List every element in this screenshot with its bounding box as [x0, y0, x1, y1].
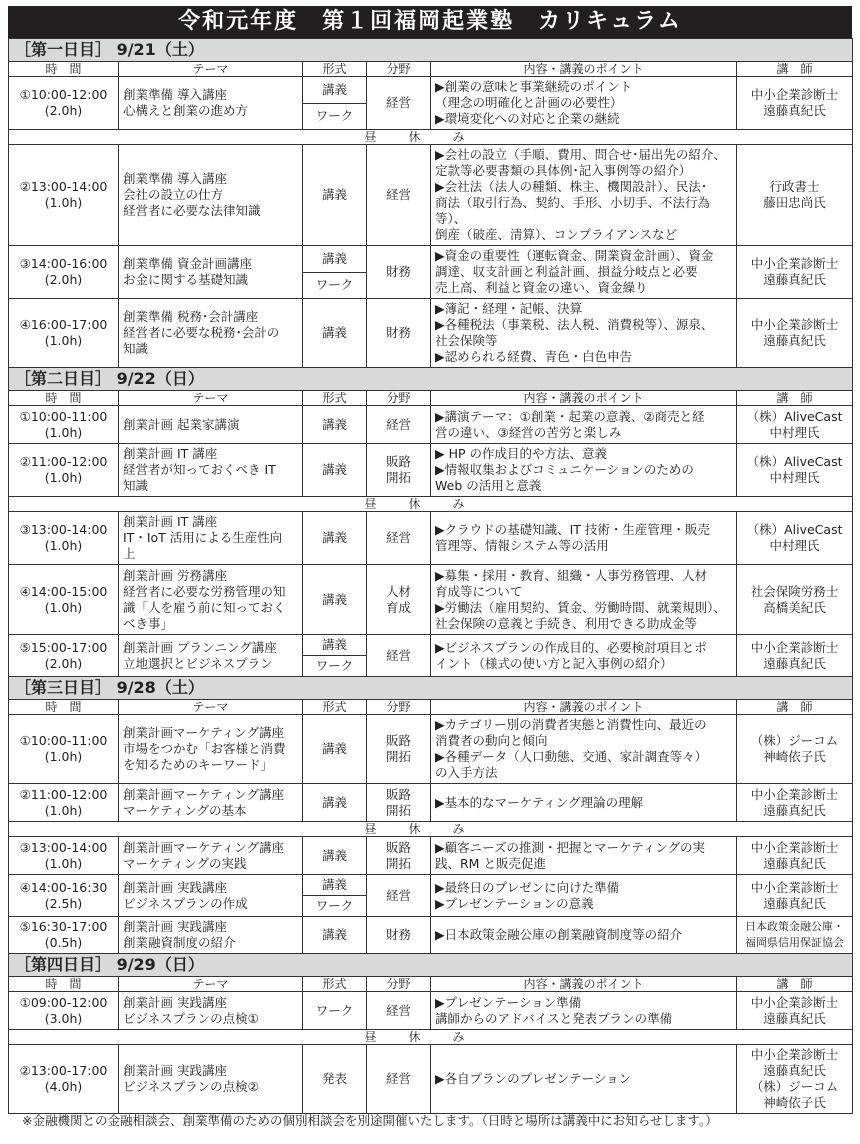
table-row [9, 917, 853, 954]
session-time: ①09:00-12:00 (3.0h) [9, 992, 119, 1030]
session-format: 講義 [303, 444, 367, 497]
session-format: 講義 [303, 512, 367, 565]
session-field: 経営 [367, 77, 431, 130]
session-field: 販路 開拓 [367, 837, 431, 875]
session-time: ④14:00-15:00 (1.0h) [9, 565, 119, 635]
session-theme: 創業計画 起業家講演 [119, 406, 303, 444]
session-points: ▶カテゴリー別の消費者実態と消費性向、最近の 消費者の動向と傾向 ▶各種データ（人口動態、交通、家計調査等々） の入手方法 [431, 715, 737, 784]
session-format: 講義 [303, 715, 367, 784]
session-theme: 創業準備 税務･会計講座 経営者に必要な税務･会計の 知識 [119, 299, 303, 368]
session-lecturer: （株）AliveCast 中村理氏 [737, 512, 853, 565]
header-points: 内容・講義のポイント [431, 62, 737, 77]
session-points: ▶講演テーマ：①創業・起業の意義、②商売と経 営の違い、③経営の苦労と楽しみ [431, 406, 737, 444]
session-time: ③13:00-14:00 (1.0h) [9, 837, 119, 875]
session-format: ワーク [303, 896, 367, 917]
session-theme: 創業計画 プランニング講座 立地選択とビジネスプラン [119, 635, 303, 677]
session-theme: 創業計画 IT 講座 IT・IoT 活用による生産性向 上 [119, 512, 303, 565]
session-field: 経営 [367, 512, 431, 565]
column-header-row [9, 391, 853, 406]
table-row [9, 635, 853, 656]
session-lecturer: 行政書士 藤田忠尚氏 [737, 145, 853, 246]
session-points: ▶各自プランのプレゼンテーション [431, 1045, 737, 1114]
session-format: ワーク [303, 272, 367, 299]
header-points: 内容・講義のポイント [431, 391, 737, 406]
header-lecturer: 講 師 [737, 977, 853, 992]
header-theme: テーマ [119, 977, 303, 992]
session-lecturer: 中小企業診断士 遠藤真紀氏 [737, 784, 853, 822]
session-field: 経営 [367, 406, 431, 444]
footnote: ※金融機関との金融相談会、創業準備のための個別相談会を別途開催いたします。（日時と場所は講義中にお知らせします。） [22, 1113, 718, 1128]
column-header-row [9, 700, 853, 715]
session-format: 講義 [303, 77, 367, 104]
session-theme: 創業計画 実践講座 ビジネスプランの点検② [119, 1045, 303, 1114]
header-format: 形式 [303, 391, 367, 406]
session-field: 販路 開拓 [367, 444, 431, 497]
session-lecturer: （株）AliveCast 中村理氏 [737, 406, 853, 444]
session-field: 経営 [367, 145, 431, 246]
session-theme: 創業計画マーケティング講座 マーケティングの基本 [119, 784, 303, 822]
session-time: ②13:00-14:00 (1.0h) [9, 145, 119, 246]
header-theme: テーマ [119, 62, 303, 77]
header-format: 形式 [303, 62, 367, 77]
session-time: ②11:00-12:00 (1.0h) [9, 444, 119, 497]
lunch-break-row: 昼休み [9, 1030, 853, 1045]
lunch-break-row: 昼休み [9, 497, 853, 512]
session-lecturer: 日本政策金融公庫・ 福岡県信用保証協会 [737, 917, 853, 954]
session-points: ▶プレゼンテーション準備 講師からのアドバイスと発表プランの準備 [431, 992, 737, 1030]
header-theme: テーマ [119, 700, 303, 715]
session-points: ▶資金の重要性（運転資金、開業資金計画）、資金 調達、収支計画と利益計画、損益分岐点と必要 売上高、利益と資金の違い、資金繰り [431, 246, 737, 299]
table-row [9, 992, 853, 1030]
session-time: ①10:00-11:00 (1.0h) [9, 715, 119, 784]
table-row [9, 77, 853, 104]
session-format: 講義 [303, 246, 367, 273]
header-lecturer: 講 師 [737, 62, 853, 77]
session-theme: 創業計画 実践講座 創業融資制度の紹介 [119, 917, 303, 954]
session-format: 講義 [303, 299, 367, 368]
session-points: ▶顧客ニーズの推測・把握とマーケティングの実 践、RM と販売促進 [431, 837, 737, 875]
session-lecturer: （株）AliveCast 中村理氏 [737, 444, 853, 497]
session-time: ①10:00-11:00 (1.0h) [9, 406, 119, 444]
day-header: ［第三日目］ 9/28（土） [9, 677, 853, 700]
day-header: ［第四日目］ 9/29（日） [9, 954, 853, 977]
session-theme: 創業計画 実践講座 ビジネスプランの作成 [119, 875, 303, 917]
session-points: ▶会社の設立（手順、費用、問合せ･届出先の紹介、 定款等必要書類の具体例･記入事例等の紹介） ▶会社法（法人の種類、株主、機関設計）、民法･ 商法（取引行為、契約、手形、小切手、不法行為等）、 倒産（破産、清算）、コンプライアンスなど [431, 145, 737, 246]
session-lecturer: 中小企業診断士 遠藤真紀氏 [737, 875, 853, 917]
session-field: 経営 [367, 1045, 431, 1114]
session-lecturer: 社会保険労務士 高橋美紀氏 [737, 565, 853, 635]
session-format: 講義 [303, 635, 367, 656]
curriculum-table [8, 38, 853, 1114]
table-row [9, 784, 853, 822]
session-points: ▶基本的なマーケティング理論の理解 [431, 784, 737, 822]
lunch-break-row: 昼休み [9, 822, 853, 837]
session-time: ⑤16:30-17:00 (0.5h) [9, 917, 119, 954]
header-time: 時 間 [9, 977, 119, 992]
session-format: 講義 [303, 875, 367, 896]
column-header-row [9, 62, 853, 77]
header-lecturer: 講 師 [737, 391, 853, 406]
session-field: 財務 [367, 299, 431, 368]
table-row [9, 837, 853, 875]
session-theme: 創業計画 IT 講座 経営者が知っておくべき IT 知識 [119, 444, 303, 497]
table-row [9, 145, 853, 246]
session-format: 講義 [303, 917, 367, 954]
session-lecturer: 中小企業診断士 遠藤真紀氏 [737, 299, 853, 368]
header-field: 分野 [367, 700, 431, 715]
column-header-row [9, 977, 853, 992]
table-row [9, 444, 853, 497]
session-time: ④14:00-16:30 (2.5h) [9, 875, 119, 917]
session-points: ▶最終日のプレゼンに向けた準備 ▶プレゼンテーションの意義 [431, 875, 737, 917]
session-time: ①10:00-12:00 (2.0h) [9, 77, 119, 130]
session-field: 経営 [367, 875, 431, 917]
session-points: ▶創業の意味と事業継続のポイント （理念の明確化と計画の必要性） ▶環境変化への対応と企業の継続 [431, 77, 737, 130]
session-format: 講義 [303, 784, 367, 822]
session-lecturer: 中小企業診断士 遠藤真紀氏 （株）ジーコム 神崎依子氏 [737, 1045, 853, 1114]
session-time: ②11:00-12:00 (1.0h) [9, 784, 119, 822]
session-points: ▶日本政策金融公庫の創業融資制度等の紹介 [431, 917, 737, 954]
session-field: 販路 開拓 [367, 784, 431, 822]
table-row [9, 246, 853, 273]
page-title: 令和元年度 第１回福岡起業塾 カリキュラム [8, 6, 852, 38]
table-row [9, 299, 853, 368]
session-field: 経営 [367, 635, 431, 677]
session-time: ⑤15:00-17:00 (2.0h) [9, 635, 119, 677]
session-lecturer: （株）ジーコム 神崎依子氏 [737, 715, 853, 784]
session-points: ▶ HP の作成目的や方法、意義 ▶情報収集およびコミュニケーションのための Web の活用と意義 [431, 444, 737, 497]
session-lecturer: 中小企業診断士 遠藤真紀氏 [737, 992, 853, 1030]
session-points: ▶クラウドの基礎知識、IT 技術・生産管理・販売 管理等、情報システム等の活用 [431, 512, 737, 565]
session-lecturer: 中小企業診断士 遠藤真紀氏 [737, 837, 853, 875]
session-format: 講義 [303, 837, 367, 875]
session-theme: 創業計画 実践講座 ビジネスプランの点検① [119, 992, 303, 1030]
table-row [9, 565, 853, 635]
table-row [9, 875, 853, 896]
session-time: ④16:00-17:00 (1.0h) [9, 299, 119, 368]
header-field: 分野 [367, 977, 431, 992]
header-format: 形式 [303, 700, 367, 715]
header-time: 時 間 [9, 391, 119, 406]
day-header: ［第二日目］ 9/22（日） [9, 368, 853, 391]
session-format: ワーク [303, 656, 367, 677]
table-row [9, 512, 853, 565]
session-theme: 創業準備 導入講座 会社の設立の仕方 経営者に必要な法律知識 [119, 145, 303, 246]
session-lecturer: 中小企業診断士 遠藤真紀氏 [737, 246, 853, 299]
session-format: 発表 [303, 1045, 367, 1114]
header-points: 内容・講義のポイント [431, 700, 737, 715]
session-points: ▶簿記・経理・記帳、決算 ▶各種税法（事業税、法人税、消費税等）、源泉、 社会保険等 ▶認められる経費、青色・白色申告 [431, 299, 737, 368]
session-points: ▶ビジネスプランの作成目的、必要検討項目とポ イント（様式の使い方と記入事例の紹介） [431, 635, 737, 677]
session-points: ▶募集・採用・教育、組織・人事労務管理、人材 育成等について ▶労働法（雇用契約、賃金、労働時間、就業規則）、 社会保険の意義と手続き、利用できる助成金等 [431, 565, 737, 635]
session-format: ワーク [303, 992, 367, 1030]
session-theme: 創業準備 導入講座 心構えと創業の進め方 [119, 77, 303, 130]
session-theme: 創業計画マーケティング講座 マーケティングの実践 [119, 837, 303, 875]
header-lecturer: 講 師 [737, 700, 853, 715]
session-field: 販路 開拓 [367, 715, 431, 784]
session-time: ③13:00-14:00 (1.0h) [9, 512, 119, 565]
table-row [9, 406, 853, 444]
session-format: ワーク [303, 103, 367, 130]
session-field: 経営 [367, 992, 431, 1030]
session-lecturer: 中小企業診断士 遠藤真紀氏 [737, 635, 853, 677]
header-field: 分野 [367, 391, 431, 406]
table-row [9, 1045, 853, 1114]
session-theme: 創業計画 労務講座 経営者に必要な労務管理の知 識「人を雇う前に知っておく べき事」 [119, 565, 303, 635]
session-theme: 創業計画マーケティング講座 市場をつかむ「お客様と消費 を知るためのキーワード」 [119, 715, 303, 784]
header-time: 時 間 [9, 700, 119, 715]
session-field: 人材 育成 [367, 565, 431, 635]
header-time: 時 間 [9, 62, 119, 77]
header-field: 分野 [367, 62, 431, 77]
session-format: 講義 [303, 565, 367, 635]
session-time: ③14:00-16:00 (2.0h) [9, 246, 119, 299]
day-header: ［第一日目］ 9/21（土） [9, 39, 853, 62]
session-theme: 創業準備 資金計画講座 お金に関する基礎知識 [119, 246, 303, 299]
table-row [9, 715, 853, 784]
session-time: ②13:00-17:00 (4.0h) [9, 1045, 119, 1114]
session-lecturer: 中小企業診断士 遠藤真紀氏 [737, 77, 853, 130]
session-format: 講義 [303, 406, 367, 444]
header-theme: テーマ [119, 391, 303, 406]
session-field: 財務 [367, 246, 431, 299]
lunch-break-row: 昼休み [9, 130, 853, 145]
header-format: 形式 [303, 977, 367, 992]
session-field: 財務 [367, 917, 431, 954]
session-format: 講義 [303, 145, 367, 246]
header-points: 内容・講義のポイント [431, 977, 737, 992]
